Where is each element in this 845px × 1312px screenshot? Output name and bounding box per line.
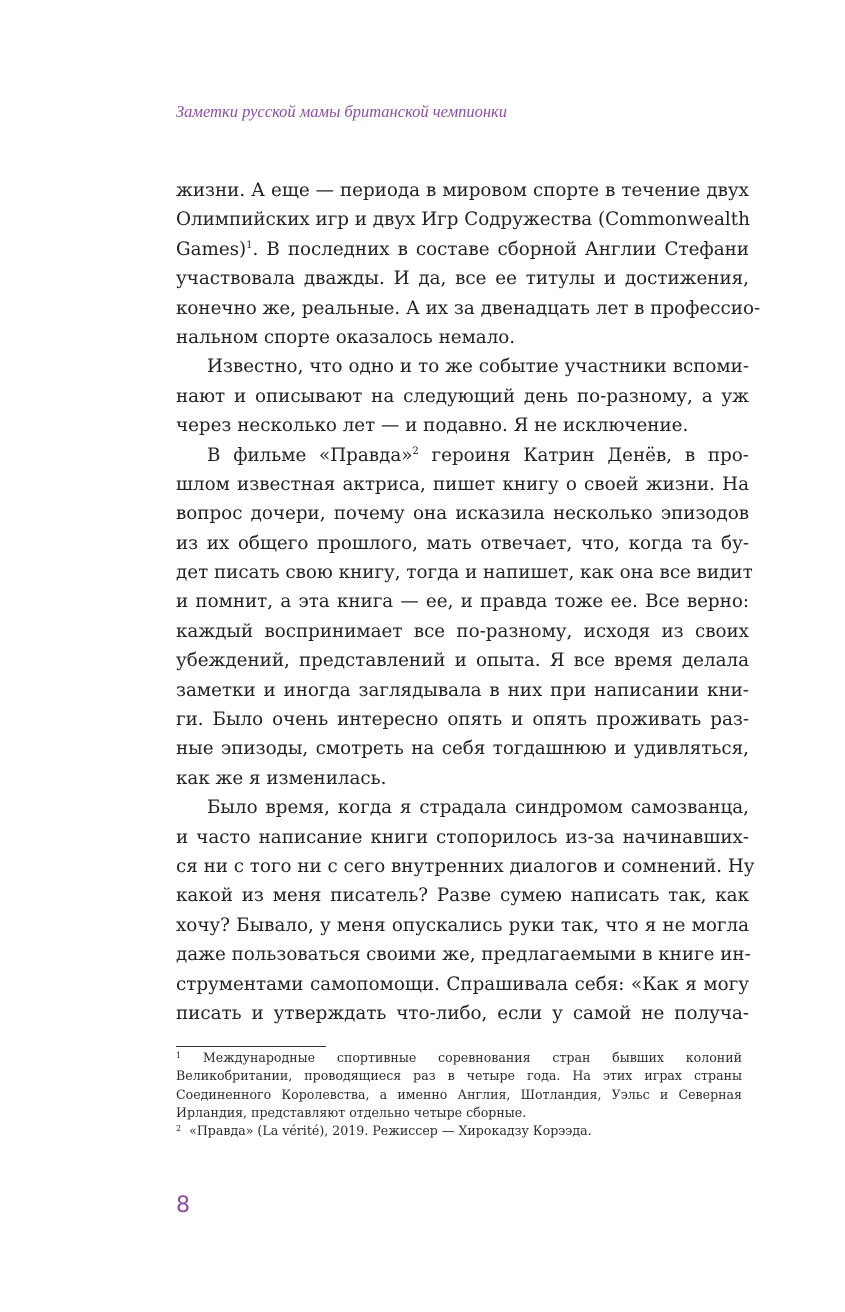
- footnote-line: Ирландия, представляют отдельно четыре сборные.: [176, 1104, 527, 1120]
- text-line: шлом известная актриса, пишет книгу о своей жизни. На: [176, 473, 749, 495]
- text-line: Олимпийских игр и двух Игр Содружества (Commonwealth: [176, 209, 750, 231]
- footnote-text: Международные спортивные соревнования стран бывших колоний: [202, 1050, 742, 1065]
- text-line: конечно же, реальные. А их за двенадцать лет в профессио-: [176, 297, 761, 319]
- text-fragment: героиня Катрин Денёв, в про-: [418, 444, 749, 466]
- text-line: [176, 441, 749, 470]
- text-line: и помнит, а эта книга — ее, и правда тоже ее. Все верно:: [176, 591, 749, 613]
- text-line: вопрос дочери, почему она исказила несколько эпизодов: [176, 503, 749, 525]
- text-line: и часто написание книги стопорилось из-за начинавших-: [176, 826, 749, 848]
- text-line: струментами самопомощи. Спрашивала себя: «Как я могу: [176, 973, 749, 995]
- footnote-text: «Правда» (La vérité), 2019. Режиссер — Хирокадзу Корээда.: [189, 1123, 592, 1139]
- text-line: как же я изменилась.: [176, 767, 387, 789]
- page-number: 8: [176, 1193, 190, 1218]
- text-line: участвовала дважды. И да, все ее титулы и достижения,: [176, 268, 749, 290]
- text-line: Известно, что одно и то же событие участники вспоми-: [207, 356, 749, 378]
- text-line: писать и утверждать что-либо, если у самой не получа-: [176, 1002, 749, 1024]
- text-line: нают и описывают на следующий день по-разному, а уж: [176, 385, 749, 407]
- footnote-1: [176, 1049, 742, 1067]
- text-line: из их общего прошлого, мать отвечает, что, когда та бу-: [176, 532, 749, 554]
- text-line: даже пользоваться своими же, предлагаемыми в книге ин-: [176, 944, 751, 966]
- footnote-mark-2: 2: [176, 1124, 182, 1134]
- text-line: хочу? Бывало, у меня опускались руки так, что я не могла: [176, 914, 749, 936]
- text-line: заметки и иногда заглядывала в них при написании кни-: [176, 679, 749, 701]
- text-line: [176, 235, 749, 264]
- footnote-reference-1[interactable]: 1: [246, 239, 253, 251]
- text-line: убеждений, представлений и опыта. Я все время делала: [176, 650, 749, 672]
- footnotes: [176, 1049, 742, 1140]
- text-line: какой из меня писатель? Разве сумею написать так, как: [176, 885, 749, 907]
- text-line: нальном спорте оказалось немало.: [176, 326, 516, 348]
- text-line: ги. Было очень интересно опять и опять проживать раз-: [176, 709, 749, 731]
- text-fragment: Games): [176, 238, 247, 260]
- text-line: дет писать свою книгу, тогда и напишет, как она все видит: [176, 562, 753, 584]
- running-head: Заметки русской мамы британской чемпионки: [176, 102, 507, 121]
- footnote-mark-1: 1: [176, 1051, 182, 1060]
- footnote-line: Соединенного Королевства, а именно Англия, Шотландия, Уэльс и Северная: [176, 1086, 742, 1102]
- text-line: каждый воспринимает все по-разному, исходя из своих: [176, 620, 749, 642]
- text-line: ся ни с того ни с сего внутренних диалогов и сомнений. Ну: [176, 855, 755, 877]
- footnote-separator: [176, 1046, 326, 1047]
- footnote-reference-2[interactable]: 2: [412, 445, 419, 457]
- footnote-2: [176, 1122, 742, 1140]
- text-line: через несколько лет — и подавно. Я не исключение.: [176, 415, 689, 437]
- text-fragment: В фильме «Правда»: [207, 444, 413, 466]
- footnote-line: Великобритании, проводящиеся раз в четыре года. На этих играх страны: [176, 1068, 742, 1084]
- text-line: ные эпизоды, смотреть на себя тогдашнюю и удивляться,: [176, 738, 749, 760]
- body-text: [176, 176, 761, 1028]
- text-fragment: . В последних в составе сборной Англии Стефани: [252, 238, 749, 260]
- text-line: жизни. А еще — периода в мировом спорте в течение двух: [176, 180, 749, 201]
- text-line: Было время, когда я страдала синдромом самозванца,: [207, 797, 749, 819]
